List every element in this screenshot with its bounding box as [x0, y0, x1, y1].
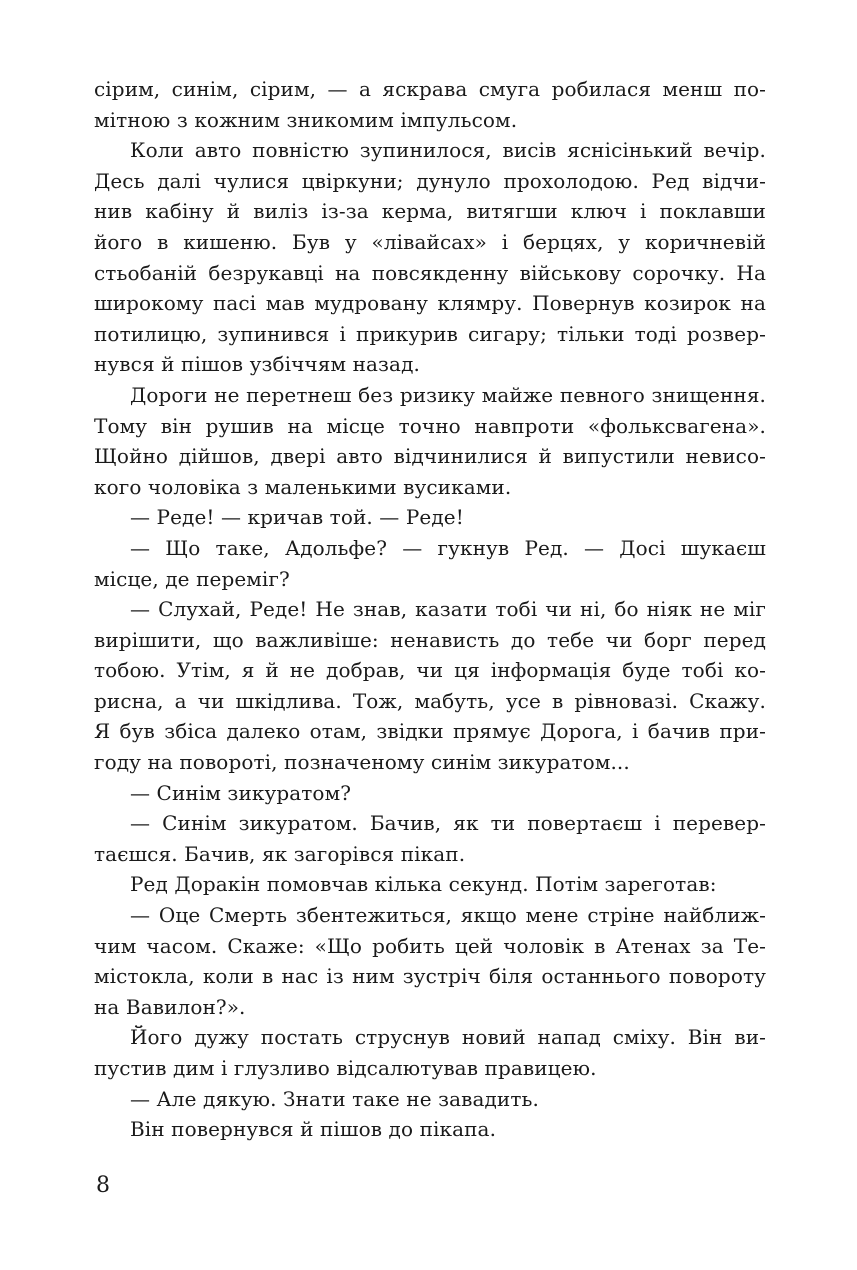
- text-line: тобою. Утім, я й не добрав, чи ця інформація буде тобі ко-: [94, 658, 766, 683]
- text-line: містокла, коли в нас із ним зустріч біля останнього повороту: [94, 964, 766, 989]
- text-block: [94, 74, 766, 1145]
- paragraph: [94, 1114, 766, 1145]
- text-line: потилицю, зупинився і прикурив сигару; тільки тоді розвер-: [94, 321, 766, 346]
- text-line: рисна, а чи шкідлива. Тож, мабуть, усе в рівновазі. Скажу.: [94, 688, 766, 713]
- text-line: — Синім зикуратом. Бачив, як ти повертаєш і перевер-: [130, 811, 766, 836]
- text-line: Його дужу постать струснув новий напад сміху. Він ви-: [130, 1025, 766, 1050]
- text-line: місце, де переміг?: [94, 566, 290, 591]
- text-line: кого чоловіка з маленькими вусиками.: [94, 474, 512, 499]
- paragraph: [94, 900, 766, 1022]
- text-line: — Але дякую. Знати таке не завадить.: [130, 1086, 539, 1111]
- paragraph: [94, 502, 766, 533]
- text-line: Дороги не перетнеш без ризику майже певного знищення.: [130, 382, 766, 407]
- paragraph: [94, 594, 766, 778]
- text-line: Ред Доракін помовчав кілька секунд. Потім зареготав:: [130, 872, 717, 897]
- text-line: Коли авто повністю зупинилося, висів яснісінький вечір.: [130, 138, 766, 163]
- text-line: нив кабіну й виліз із-за керма, витягши ключ і поклавши: [94, 199, 766, 224]
- text-line: — Реде! — кричав той. — Реде!: [130, 505, 464, 530]
- paragraph: [94, 1022, 766, 1083]
- text-line: — Синім зикуратом?: [130, 780, 352, 805]
- text-line: — Слухай, Реде! Не знав, казати тобі чи ні, бо ніяк не міг: [130, 597, 766, 622]
- text-line: мітною з кожним зникомим імпульсом.: [94, 107, 518, 132]
- text-line: Я був збіса далеко отам, звідки прямує Дорога, і бачив при-: [94, 719, 766, 744]
- text-line: його в кишеню. Був у «лівайсах» і берцях, у коричневій: [94, 229, 766, 254]
- text-line: пустив дим і глузливо відсалютував правицею.: [94, 1056, 597, 1080]
- paragraph: [94, 533, 766, 594]
- text-line: на Вавилон?».: [94, 994, 246, 1019]
- text-line: Щойно дійшов, двері авто відчинилися й випустили невисо-: [94, 444, 766, 469]
- text-line: широкому пасі мав мудровану клямру. Повернув козирок на: [94, 291, 766, 316]
- paragraph: [94, 1084, 766, 1115]
- text-line: Він повернувся й пішов до пікапа.: [130, 1117, 497, 1142]
- text-line: году на повороті, позначеному синім зикуратом...: [94, 750, 630, 775]
- text-line: — Що таке, Адольфе? — гукнув Ред. — Досі шукаєш: [130, 535, 766, 560]
- text-line: таєшся. Бачив, як загорівся пікап.: [94, 841, 466, 866]
- paragraph: [94, 380, 766, 502]
- text-line: чим часом. Скаже: «Що робить цей чоловік в Атенах за Те-: [94, 933, 766, 958]
- text-line: сірим, синім, сірим, — а яскрава смуга робилася менш по-: [94, 77, 766, 101]
- text-line: вирішити, що важливіше: ненависть до тебе чи борг перед: [94, 627, 766, 652]
- paragraph: [94, 778, 766, 809]
- text-line: стьобаній безрукавці на повсякденну військову сорочку. На: [94, 260, 766, 285]
- paragraph: [94, 808, 766, 869]
- paragraph: [94, 869, 766, 900]
- paragraph: [94, 135, 766, 380]
- text-line: Тому він рушив на місце точно навпроти «фольксвагена».: [94, 413, 766, 438]
- paragraph: [94, 74, 766, 135]
- text-line: — Оце Смерть збентежиться, якщо мене стріне найближ-: [130, 903, 766, 928]
- text-line: нувся й пішов узбіччям назад.: [94, 352, 420, 377]
- text-line: Десь далі чулися цвіркуни; дунуло прохолодою. Ред відчи-: [94, 168, 766, 193]
- page-number: 8: [96, 1173, 110, 1198]
